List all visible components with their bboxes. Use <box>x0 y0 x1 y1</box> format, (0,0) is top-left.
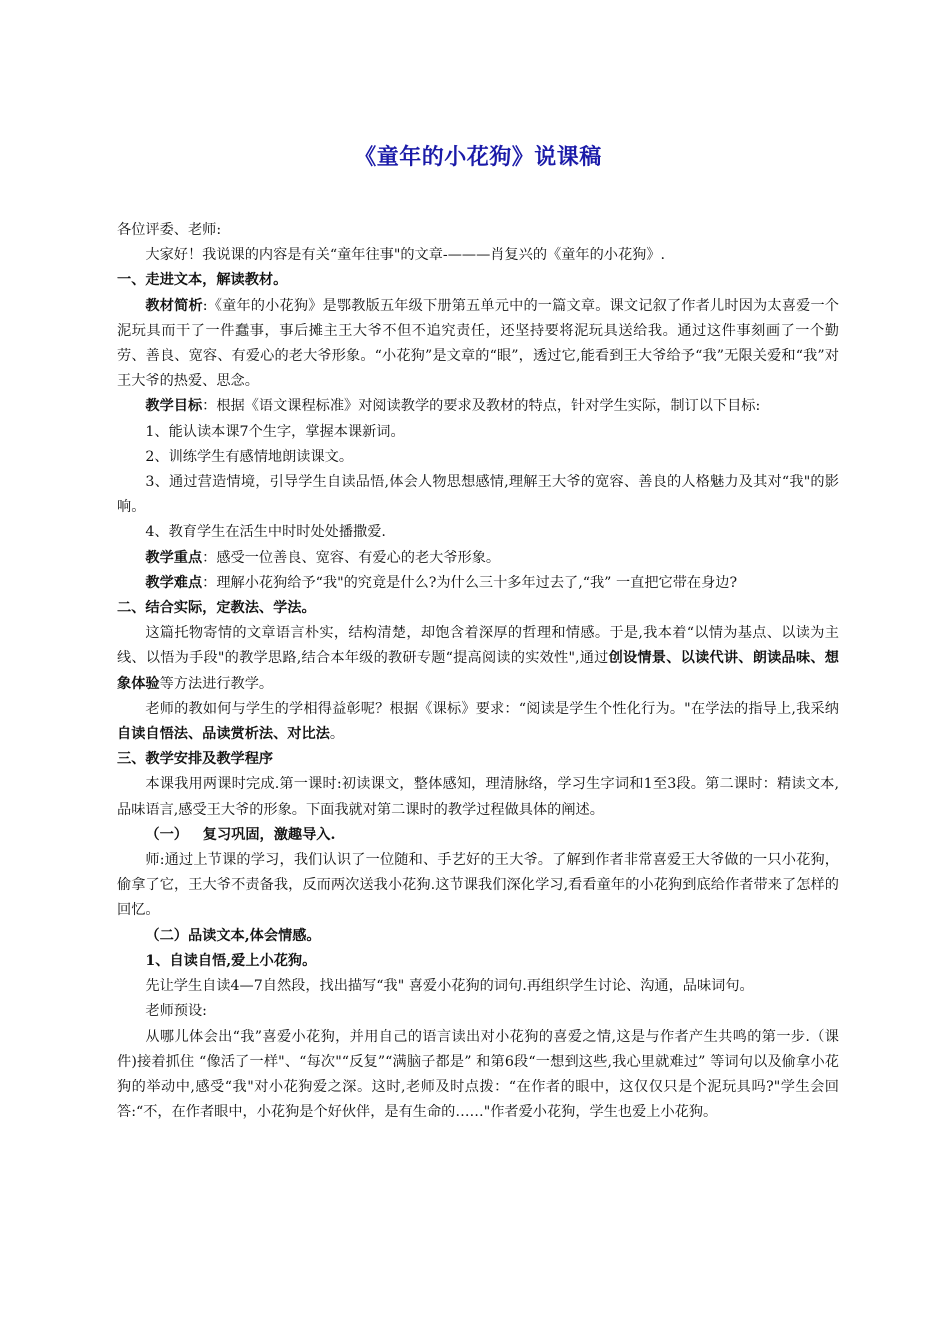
method-text-b: 等方法进行教学。 <box>159 675 274 692</box>
step-2-paragraph-1: 先让学生自读4—7自然段，找出描写“我" 喜爱小花狗的词句.再组织学生讨论、沟通，品味词句。 <box>145 978 754 995</box>
goal-item-1: 1、能认读本课7个生字，掌握本课新词。 <box>145 423 405 440</box>
material-analysis-label: 教材简析 <box>145 297 203 314</box>
teaching-goals-label: 教学目标 <box>145 398 203 415</box>
teaching-goals-text: ：根据《语文课程标准》对阅读教学的要求及教材的特点，针对学生实际，制订以下目标: <box>202 398 761 415</box>
learning-methods-bold: 自读自悟法、品读赏析法、对比法 <box>117 726 330 743</box>
section-1-heading: 一、走进文本，解读教材。 <box>117 272 288 289</box>
goal-item-4: 4、教育学生在活生中时时处处播撒爱. <box>145 524 386 541</box>
step-2-paragraph-3: 从哪儿体会出“我”喜爱小花狗，并用自己的语言读出对小花狗的喜爱之情,这是与作者产生共鸣的第一步.（课件)接着抓住 “像活了一样"、“每次"“反复”“满脑子都是” 和第6段“一想到这些,我心里就难过” 等词句以及偷拿小花狗的举动中,感受“我"对小花狗爱之深。这时,老师及时点拨：“在作者的眼中，这仅仅只是个泥玩具吗?"学生会回答:“不，在作者眼中，小花狗是个好伙伴，是有生命的……"作者爱小花狗，学生也爱上小花狗。 <box>117 1028 839 1121</box>
method-text-a: 这篇托物寄情的文章语言朴实，结构清楚，却饱含着深厚的哲理和情感。于是,我本着“以情为基点、以读为主线、以悟为手段"的教学思路,结合本年级的教研专题“提高阅读的实效性",通过 <box>117 625 839 667</box>
material-analysis-paragraph <box>117 294 839 395</box>
intro-paragraph: 大家好！我说课的内容是有关“童年往事"的文章-———肖复兴的《童年的小花狗》. <box>145 247 666 264</box>
step-2-subheading: 1、自读自悟,爱上小花狗。 <box>145 952 317 969</box>
goal-item-2: 2、训练学生有感情地朗读课文。 <box>145 448 354 465</box>
difficulty-paragraph <box>117 571 839 596</box>
key-point-text: ：感受一位善良、宽容、有爱心的老大爷形象。 <box>202 549 501 566</box>
document-body <box>117 218 839 1125</box>
material-analysis-text: :《童年的小花狗》是鄂教版五年级下册第五单元中的一篇文章。课文记叙了作者儿时因为太喜爱一个泥玩具而干了一件蠢事，事后摊主王大爷不但不追究责任，还坚持要将泥玩具送给我。通过这件事刻画了一个勤劳、善良、宽容、有爱心的老大爷形象。“小花狗”是文章的“眼”，透过它,能看到王大爷给予“我”无限关爱和“我”对王大爷的热爱、思念。 <box>117 297 839 390</box>
learning-text-a: 老师的教如何与学生的学相得益彰呢？根据《课标》要求：“阅读是学生个性化行为。"在学法的指导上,我采纳 <box>145 700 839 717</box>
teaching-goals-paragraph <box>117 394 839 419</box>
step-1-paragraph: 师:通过上节课的学习，我们认识了一位随和、手艺好的王大爷。了解到作者非常喜爱王大爷做的一只小花狗，偷拿了它，王大爷不责备我，反而两次送我小花狗.这节课我们深化学习,看看童年的小花狗到底给作者带来了怎样的回忆。 <box>117 852 839 919</box>
learning-text-b: 。 <box>329 726 345 743</box>
greeting: 各位评委、老师: <box>117 222 222 238</box>
goal-item-3: 3、通过营造情境，引导学生自读品悟,体会人物思想感情,理解王大爷的宽容、善良的人格魅力及其对“我"的影响。 <box>117 474 839 516</box>
method-paragraph-2 <box>117 697 839 747</box>
key-point-label: 教学重点 <box>145 549 203 566</box>
key-point-paragraph <box>117 546 839 571</box>
section-2-heading: 二、结合实际，定教法、学法。 <box>117 600 316 617</box>
difficulty-label: 教学难点 <box>145 574 203 591</box>
step-2-heading: （二）品读文本,体会情感。 <box>145 927 321 944</box>
difficulty-text: ：理解小花狗给予“我"的究竟是什么?为什么三十多年过去了,“我” 一直把它带在身边? <box>202 574 738 591</box>
teaching-methods-bold: 创设情景、以读代讲、朗读品味、想象体验 <box>117 650 839 692</box>
method-paragraph-1 <box>117 621 839 697</box>
section-3-heading: 三、教学安排及教学程序 <box>117 751 274 768</box>
schedule-paragraph: 本课我用两课时完成.第一课时:初读课文，整体感知，理清脉络，学习生字词和1至3段。第二课时：精读文本,品味语言,感受王大爷的形象。下面我就对第二课时的教学过程做具体的阐述。 <box>117 776 839 818</box>
step-2-paragraph-2: 老师预设: <box>145 1003 207 1020</box>
step-1-heading: （一） 复习巩固，激趣导入. <box>145 826 336 843</box>
page-title: 《童年的小花狗》说课稿 <box>354 145 602 170</box>
